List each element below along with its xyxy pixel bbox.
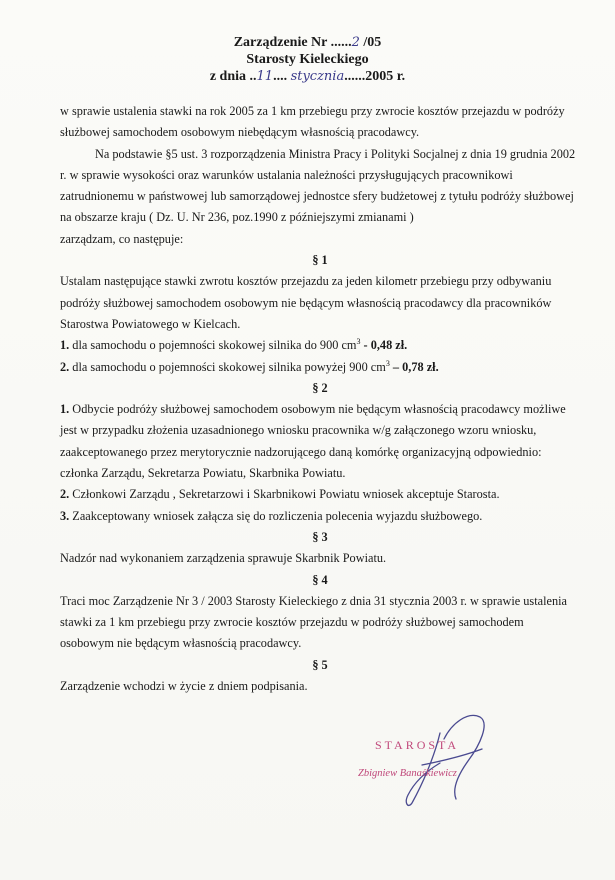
item-text: Odbycie podróży służbowej samochodem osobowym nie będącym własnością pracodawcy możliwe jest w przypadku złożenia uzasadnionego wniosku pracownika w/g załączonego wzoru wniosku, zaakceptowanego przez merytorycznie nadzorującego daną komórkę organizacyjną odpowiednio: członka Zarządu, Sekretarza Powiatu, Skarbnika Powiatu. [60, 402, 566, 481]
item-number: 2. [60, 487, 70, 502]
issuer: Starosty Kieleckiego [246, 52, 369, 67]
date-suffix: ......2005 r. [344, 69, 406, 84]
document-body [60, 101, 580, 697]
section-4-title: § 4 [312, 572, 328, 587]
official-stamp-name: Zbigniew Banaśkiewicz [358, 768, 457, 779]
item-superscript: 3 [356, 337, 361, 347]
decree-date [0, 68, 615, 85]
document-header [0, 34, 615, 85]
decree-statement: zarządzam, co następuje: [60, 231, 184, 246]
section-2-item-3 [60, 506, 580, 527]
section-1-title: § 1 [312, 253, 328, 268]
item-text: Członkowi Zarządu , Sekretarzowi i Skarbnikowi Powiatu wniosek akceptuje Starosta. [69, 487, 500, 502]
rate-value: - 0,48 zł. [360, 338, 408, 353]
official-stamp-title: STAROSTA [375, 738, 460, 752]
item-text: dla samochodu o pojemności skokowej silnika do 900 cm [69, 338, 357, 353]
rate-value: – 0,78 zł. [389, 359, 439, 374]
item-number: 1. [60, 402, 70, 417]
section-5-text: Zarządzenie wchodzi w życie z dniem podpisania. [60, 679, 308, 694]
decree-number-prefix: Zarządzenie Nr ...... [233, 35, 352, 50]
decree-number-handwritten: 2 [351, 35, 360, 50]
section-2-title: § 2 [312, 380, 328, 395]
date-prefix: z dnia .. [209, 69, 257, 84]
handwritten-signature [382, 703, 502, 813]
item-text: dla samochodu o pojemności skokowej silnika powyżej 900 cm [69, 359, 386, 374]
section-1-item-1 [60, 335, 580, 356]
item-text: Zaakceptowany wniosek załącza się do rozliczenia polecenia wyjazdu służbowego. [69, 508, 483, 523]
item-number: 3. [60, 508, 70, 523]
section-1-item-2 [60, 357, 580, 378]
date-separator: .... [273, 69, 291, 84]
section-4-text: Traci moc Zarządzenie Nr 3 / 2003 Starosty Kieleckiego z dnia 31 stycznia 2003 r. w sprawie ustalenia stawki za 1 km przebiegu przy zwrocie kosztów przejazdu w podróży służbowej samochodem osobowym nie będącym własnością pracodawcy. [60, 593, 567, 651]
section-2-item-1 [60, 399, 580, 484]
date-day-handwritten: 11 [256, 69, 274, 84]
section-1-text: Ustalam następujące stawki zwrotu kosztów przejazdu za jeden kilometr przebiegu przy odbywaniu podróży służbowej samochodem osobowym nie będącym własnością pracodawcy dla pracowników Starostwa Powiatowego w Kielcach. [60, 274, 552, 331]
section-3-title: § 3 [312, 529, 328, 544]
legal-basis-paragraph: Na podstawie §5 ust. 3 rozporządzenia Ministra Pracy i Polityki Socjalnej z dnia 19 grudnia 2002 r. w sprawie wysokości oraz warunków ustalania należności przysługujących pracownikowi zatrudnionemu w państwowej lub samorządowej jednostce sfery budżetowej z tytułu podróży służbowej na obszarze kraju ( Dz. U. Nr 236, poz.1990 z późniejszymi zmianami ) [60, 146, 576, 225]
item-superscript: 3 [385, 358, 390, 368]
section-5-title: § 5 [312, 657, 328, 672]
section-2-item-2 [60, 484, 580, 505]
item-number: 1. [60, 338, 70, 353]
subject-paragraph: w sprawie ustalenia stawki na rok 2005 za 1 km przebiegu przy zwrocie kosztów przejazdu w podróży służbowej samochodem osobowym niebędącym własnością pracodawcy. [60, 104, 565, 140]
decree-number [0, 34, 615, 51]
item-number: 2. [60, 359, 70, 374]
date-month-handwritten: stycznia [290, 69, 345, 84]
section-3-text: Nadzór nad wykonaniem zarządzenia sprawuje Skarbnik Powiatu. [60, 551, 387, 566]
decree-number-suffix: /05 [359, 35, 382, 50]
